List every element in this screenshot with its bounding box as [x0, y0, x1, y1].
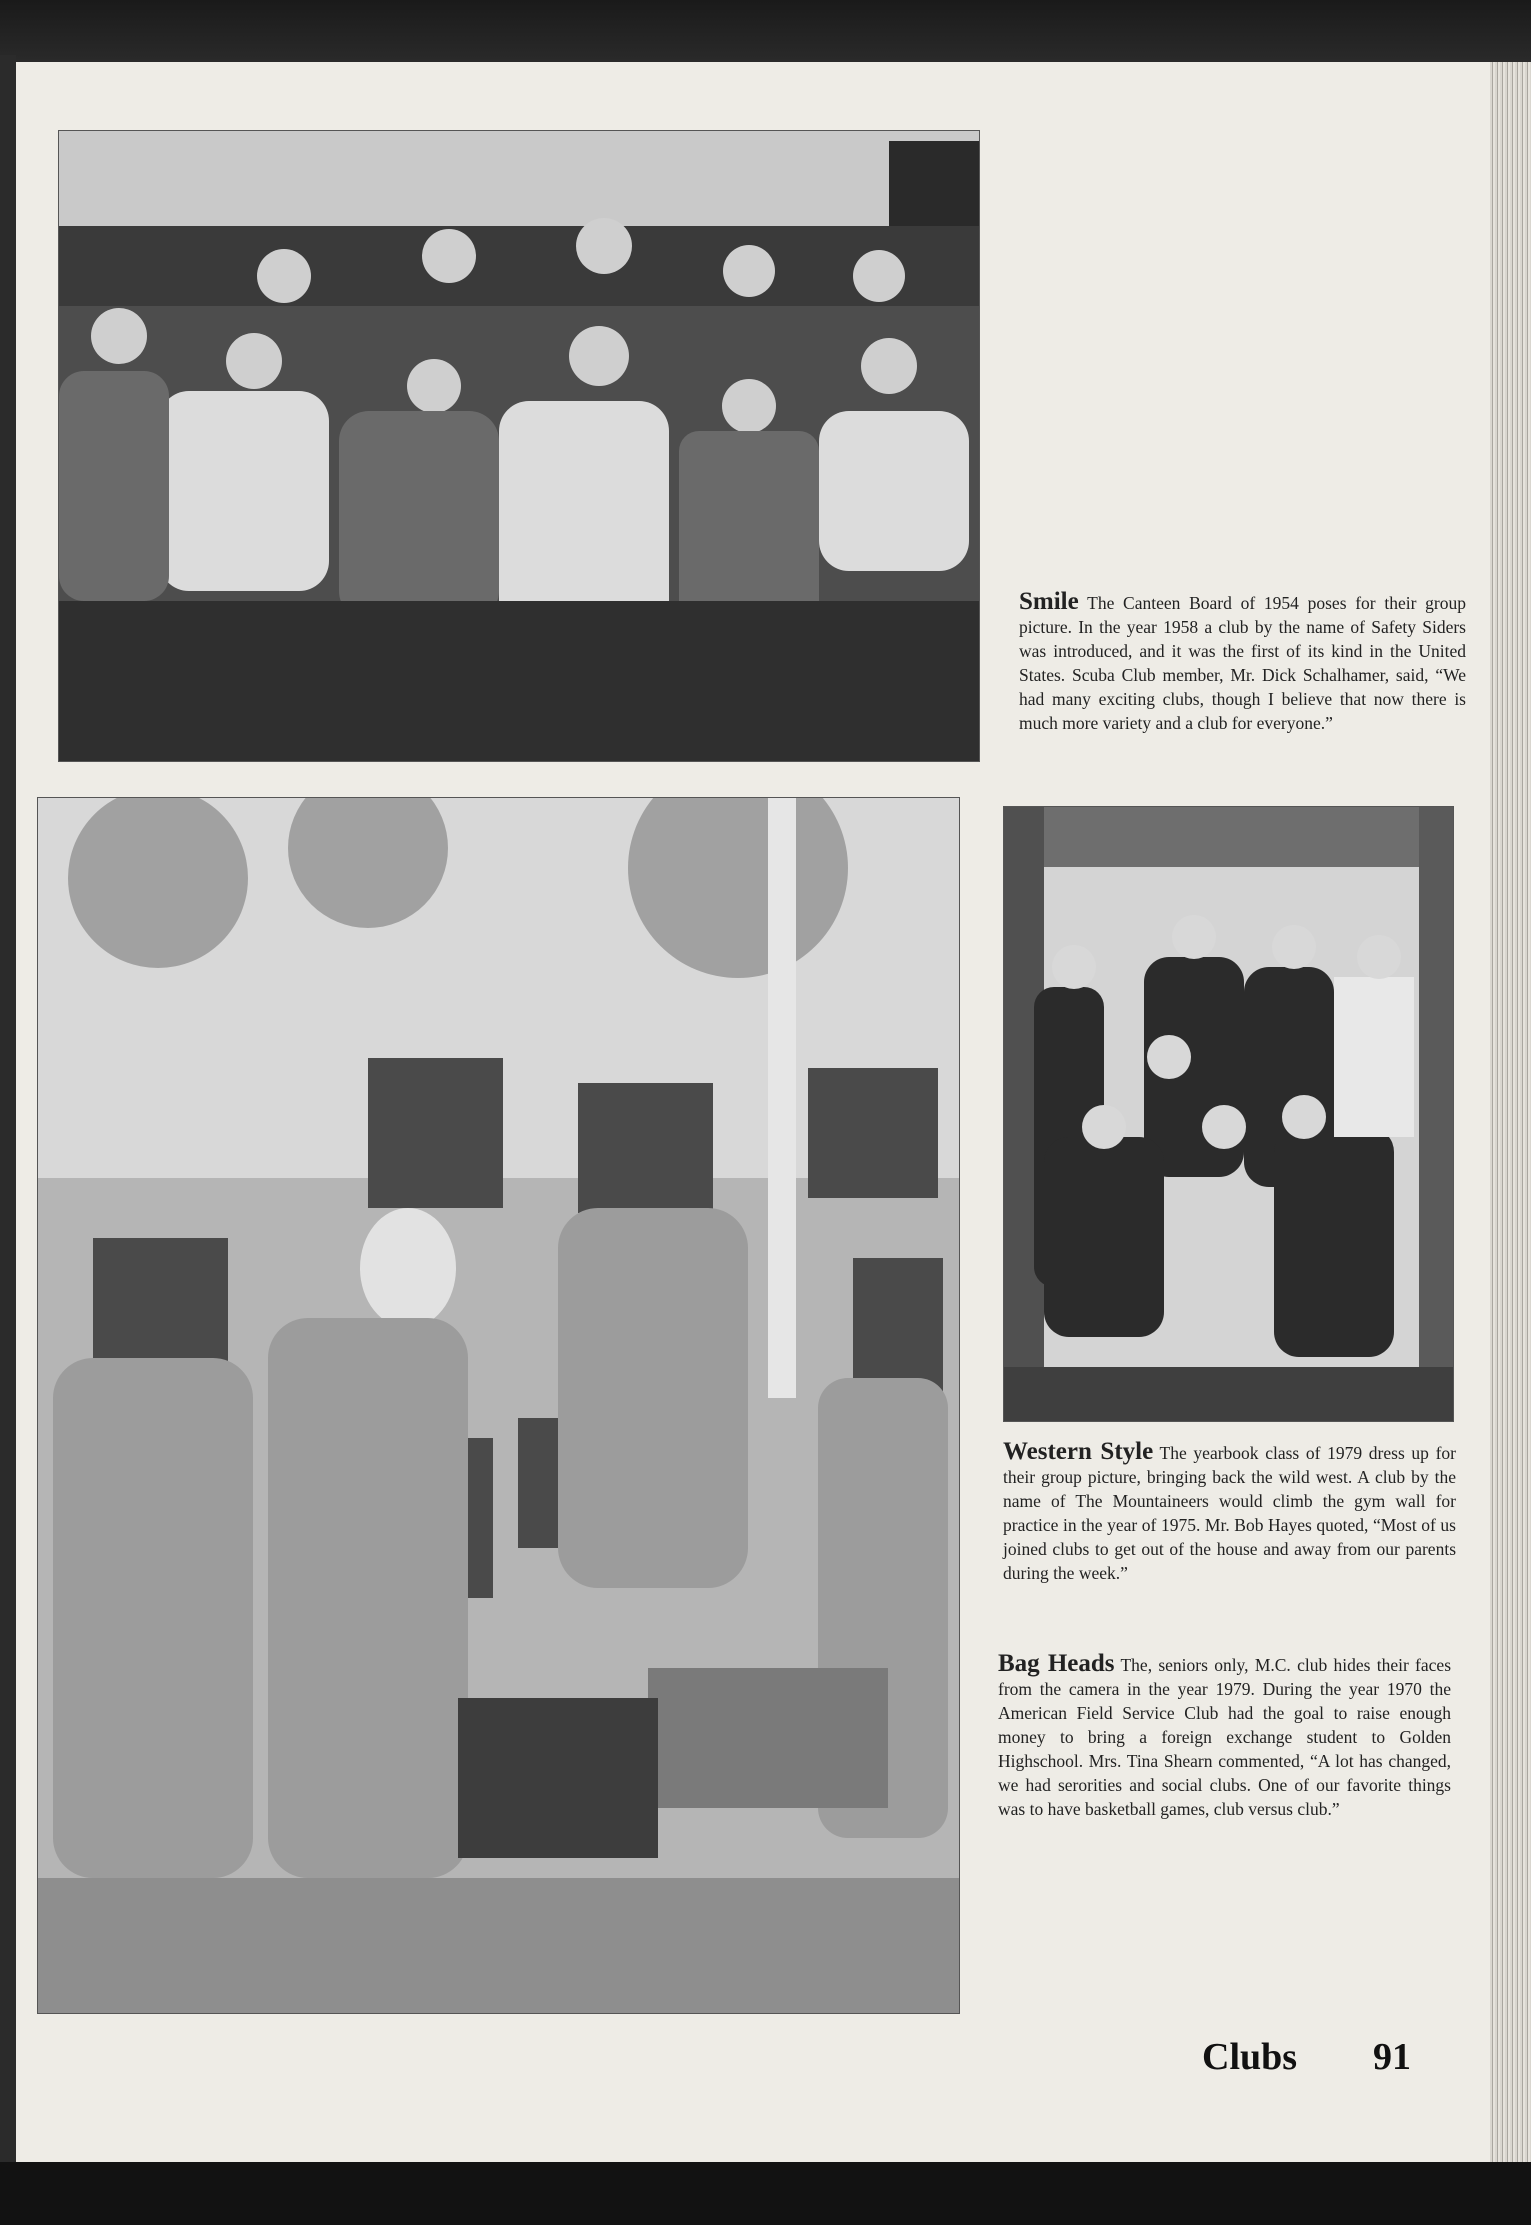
- scan-left-border: [0, 55, 16, 2165]
- caption-heading: Western Style: [1003, 1438, 1154, 1465]
- caption-western-style: [1003, 1440, 1456, 1585]
- scan-bottom-border: [0, 2162, 1531, 2225]
- photo-western-style: [1003, 806, 1454, 1422]
- footer-section-label: Clubs: [1202, 2036, 1298, 2078]
- caption-heading: Smile: [1019, 588, 1079, 615]
- photo-bag-heads: [37, 797, 960, 2014]
- footer-page-number: 91: [1373, 2036, 1411, 2078]
- scan-top-border: [0, 0, 1531, 62]
- caption-smile: [1019, 590, 1466, 735]
- caption-body: The, seniors only, M.C. club hides their faces from the camera in the year 1979. During the year 1970 the American Field Service Club had the goal to raise enough money to bring a foreign exchange student to Golden Highschool. Mrs. Tina Shearn commented, “A lot has changed, we had serorities and social clubs. One of our favorite things was to have basketball games, club versus club.”: [998, 1655, 1451, 1819]
- caption-bag-heads: [998, 1652, 1451, 1821]
- caption-heading: Bag Heads: [998, 1650, 1115, 1677]
- page-stack-edges: [1490, 62, 1531, 2162]
- caption-body: The Canteen Board of 1954 poses for their group picture. In the year 1958 a club by the name of Safety Siders was introduced, and it was the first of its kind in the United States. Scuba Club member, Mr. Dick Schalhamer, said, “We had many exciting clubs, though I believe that now there is much more variety and a club for everyone.”: [1019, 593, 1466, 733]
- photo-canteen-board: [58, 130, 980, 762]
- caption-body: The yearbook class of 1979 dress up for their group picture, bringing back the wild west. A club by the name of The Mountaineers would climb the gym wall for practice in the year of 1975. Mr. Bob Hayes quoted, “Most of us joined clubs to get out of the house and away from our parents during the week.”: [1003, 1443, 1456, 1583]
